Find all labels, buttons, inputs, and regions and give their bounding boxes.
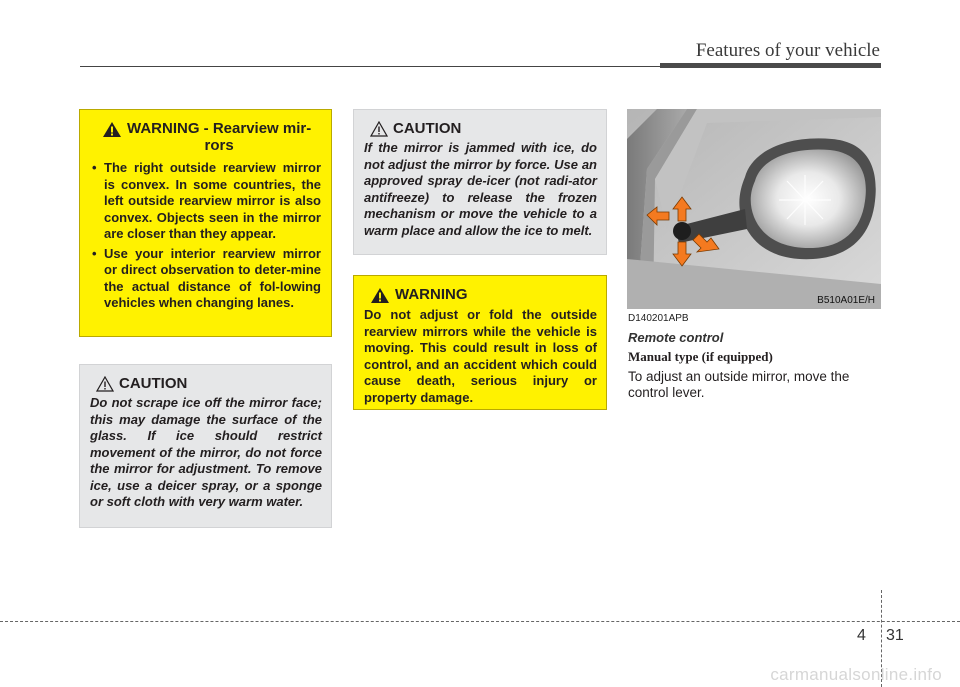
- page-chapter-number: 4: [857, 627, 866, 644]
- warning-rearview-mirrors-box: [79, 109, 332, 337]
- section-body-text: To adjust an outside mirror, move the control lever.: [628, 369, 850, 400]
- warning-triangle-icon: [102, 121, 122, 138]
- list-item: • Use your interior rearview mirror or direct observation to deter-mine the actual distance of fol-lowing vehicles when changing lanes.: [92, 246, 321, 312]
- caution-scrape-title: [90, 375, 322, 392]
- remote-control-section: [628, 313, 881, 401]
- warning-label: WARNING -: [127, 120, 209, 137]
- caution-label: CAUTION: [119, 375, 188, 392]
- warning-triangle-icon: [370, 287, 390, 304]
- caution-label: CAUTION: [393, 120, 462, 137]
- caution-triangle-icon: [96, 376, 114, 392]
- watermark: carmanualsonline.info: [770, 665, 942, 684]
- list-item: • The right outside rearview mirror is convex. In some countries, the left outside rearview mirror is also convex. Objects seen in the mirror are closer than they appear.: [92, 160, 321, 243]
- warning-topic-line1: Rearview mir-: [212, 120, 312, 137]
- caution-jammed-ice-box: [353, 109, 607, 255]
- page-number: 31: [886, 627, 904, 644]
- header-bar: [660, 63, 881, 68]
- section-ref-code: D140201APB: [628, 313, 689, 324]
- figure-code: B510A01E/H: [817, 295, 875, 306]
- caution-jammed-text: If the mirror is jammed with ice, do not adjust the mirror by force. Use an approved spray de-icer (not radi-ator antifreeze) to release the frozen mechanism or move the vehicle to a warm place and allow the ice to melt.: [364, 140, 597, 238]
- section-heading: Remote control: [628, 330, 724, 345]
- outside-mirror-illustration: [627, 109, 881, 309]
- warning-label: WARNING: [395, 286, 468, 303]
- warning-topic-line2: rors: [204, 137, 234, 154]
- caution-triangle-icon: [370, 121, 388, 137]
- section-subheading: Manual type (if equipped): [628, 349, 773, 364]
- caution-scrape-ice-box: [79, 364, 332, 528]
- warning-rearview-list: [92, 160, 321, 312]
- footer-divider: [0, 621, 960, 622]
- caution-jammed-title: [364, 120, 597, 137]
- mirror-control-figure: [627, 109, 881, 309]
- page-header-title: Features of your vehicle: [695, 40, 880, 61]
- warning-rearview-title: [92, 120, 321, 154]
- warning-fold-text: Do not adjust or fold the outside rearview mirrors while the vehicle is moving. This could result in loss of control, and an accident which could cause death, serious injury or property damage.: [364, 307, 597, 405]
- header-rule: [80, 66, 660, 67]
- warning-fold-title: [364, 286, 597, 304]
- caution-scrape-text: Do not scrape ice off the mirror face; this may damage the surface of the glass. If ice should restrict movement of the mirror, do not force the mirror for adjustment. To remove ice, use a deicer spray, or a sponge or soft cloth with very warm water.: [90, 395, 322, 509]
- warning-fold-mirrors-box: [353, 275, 607, 410]
